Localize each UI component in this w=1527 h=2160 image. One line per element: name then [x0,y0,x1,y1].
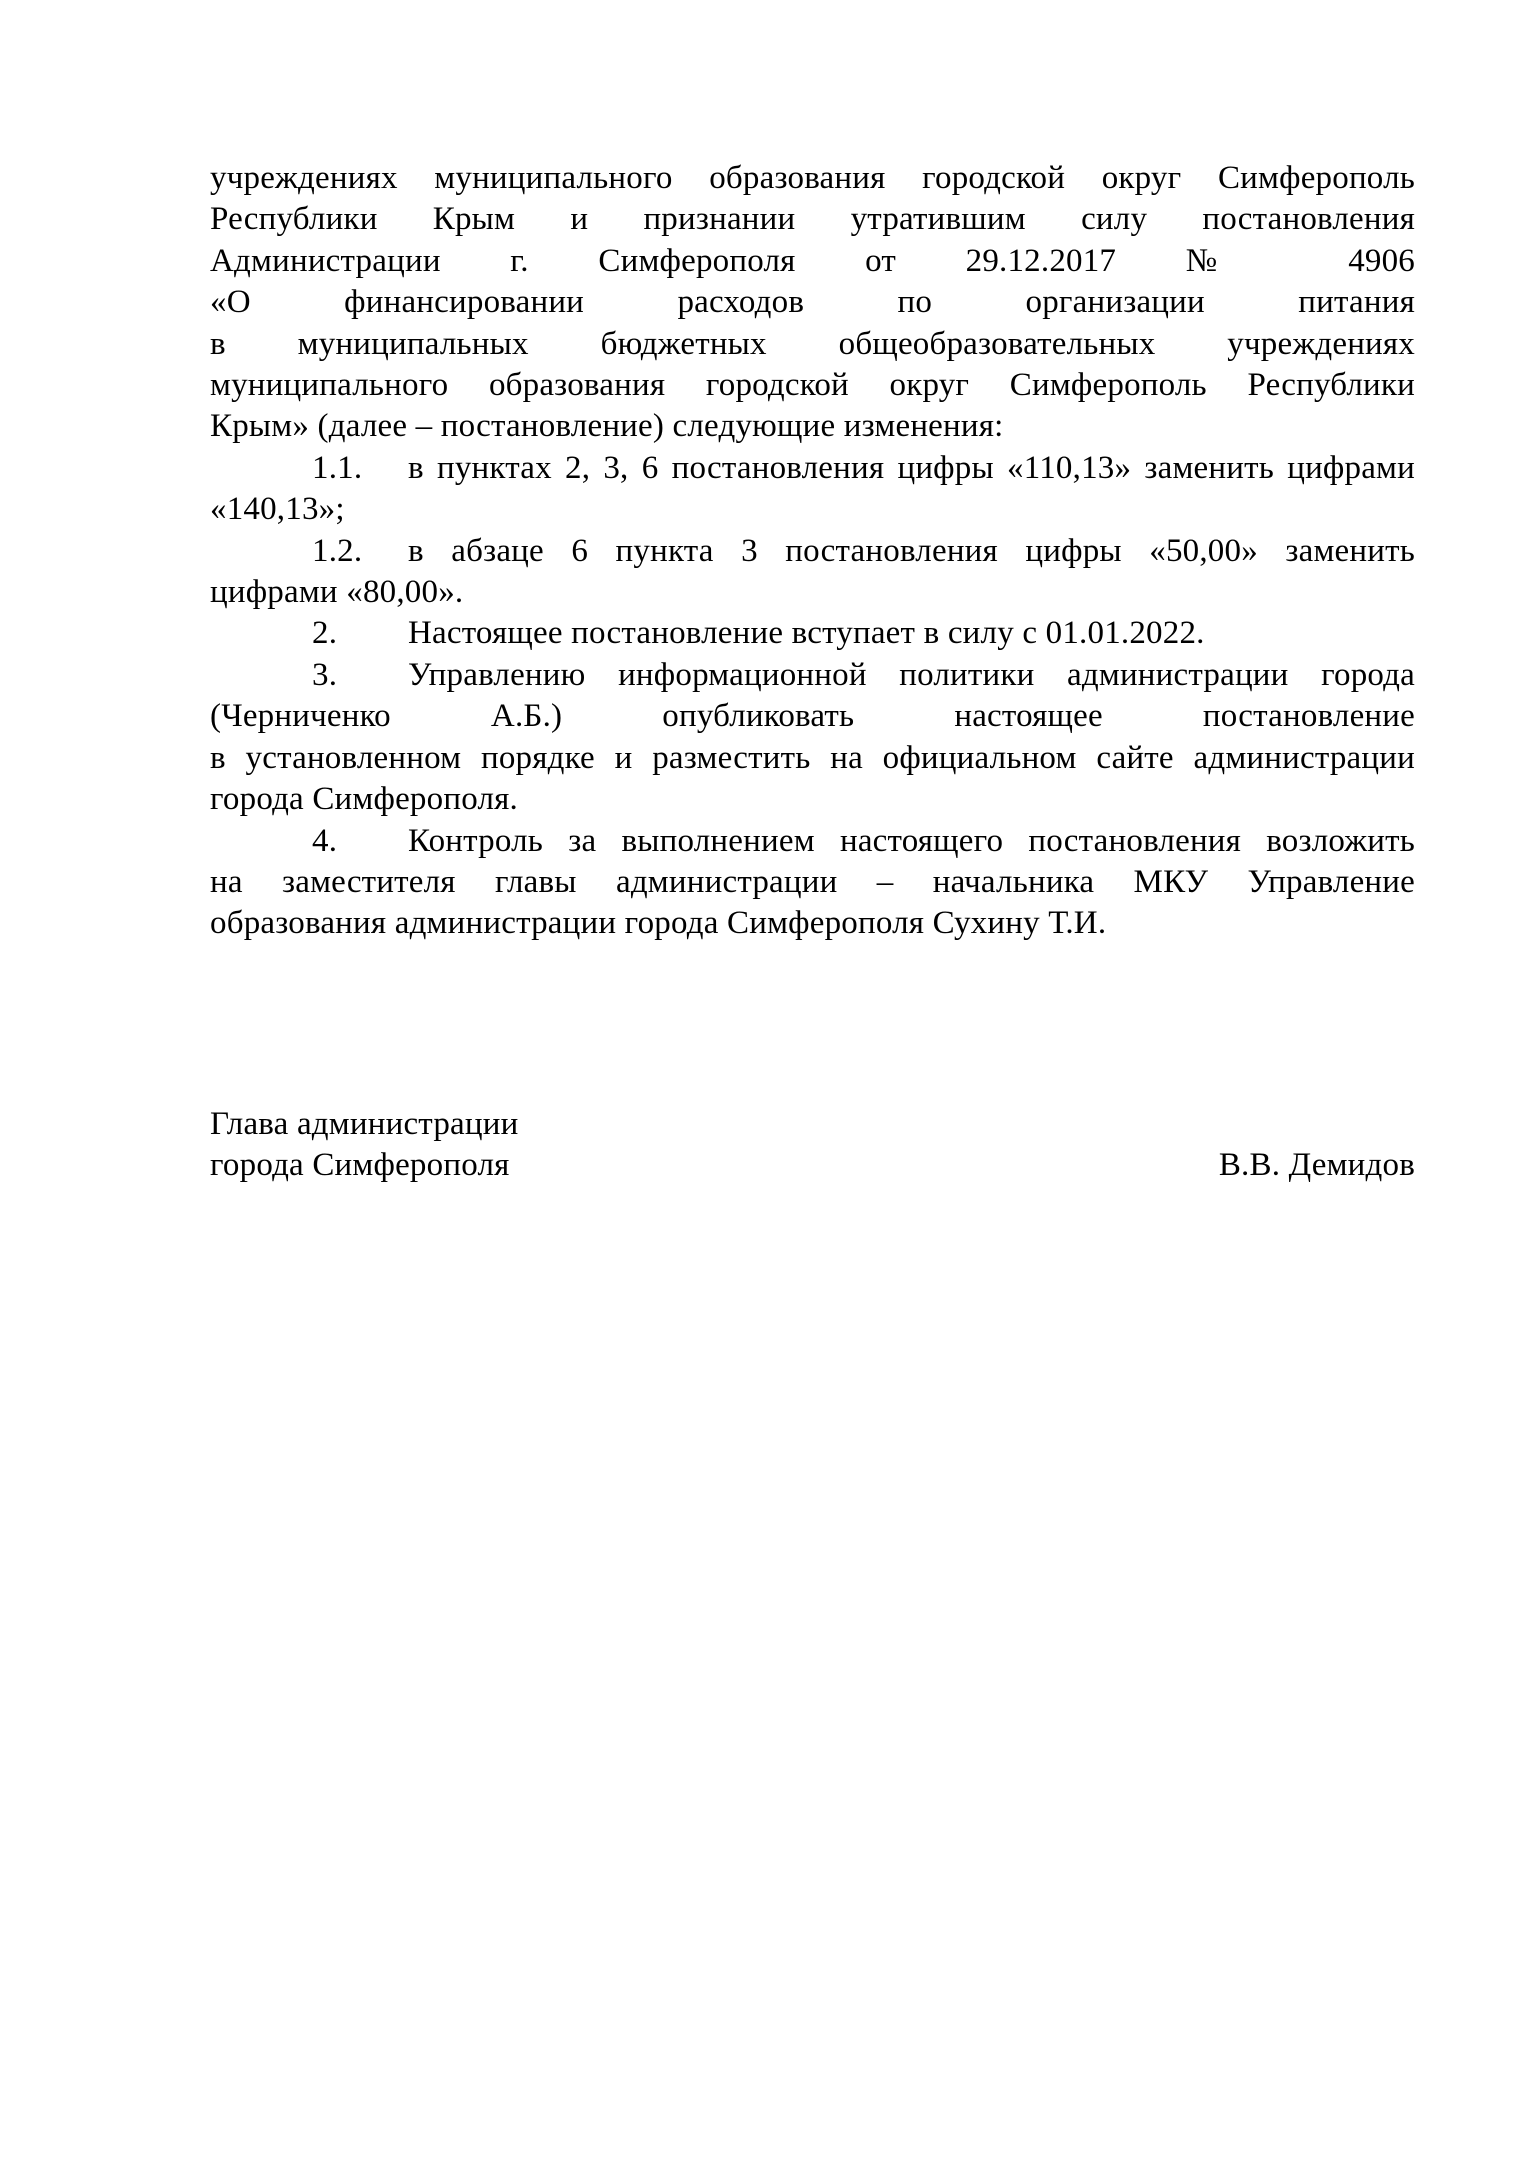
doc-line: «О финансировании расходов по организации питания [210,284,1415,321]
item-text: в пунктах 2, 3, 6 постановления цифры «110,13» заменить цифрами [408,449,1415,486]
doc-line: (Черниченко А.Б.) опубликовать настоящее постановление [210,698,1415,735]
doc-line: города Симферополя. [210,781,518,818]
item-number: 2. [312,615,338,652]
item-number: 1.1. [312,449,363,486]
item-number: 3. [312,656,338,693]
doc-line: учреждениях муниципального образования городской округ Симферополь [210,160,1415,196]
item-number: 1.2. [312,532,363,569]
signee-name: В.В. Демидов [1218,1147,1415,1184]
item-number: 4. [312,822,338,859]
signature-title-line-2: города Симферополя [210,1147,510,1184]
doc-line: Администрации г. Симферополя от 29.12.2017 № 4906 [210,242,1415,279]
doc-line: образования администрации города Симферополя Сухину Т.И. [210,905,1107,942]
doc-line: «140,13»; [210,491,345,528]
doc-line: цифрами «80,00». [210,574,464,611]
item-text: Настоящее постановление вступает в силу с 01.01.2022. [408,615,1205,652]
doc-line: Республики Крым и признании утратившим силу постановления [210,201,1415,238]
doc-line: в установленном порядке и разместить на официальном сайте администрации [210,739,1415,776]
item-text: Контроль за выполнением настоящего постановления возложить [408,822,1415,859]
doc-line [210,613,1415,654]
signature-block [210,1104,1415,1187]
doc-line: муниципального образования городской округ Симферополь Республики [210,367,1415,404]
doc-line [210,655,1415,696]
doc-line [210,821,1415,862]
doc-line: на заместителя главы администрации – начальника МКУ Управление [210,863,1415,900]
signature-row [210,1145,1415,1186]
doc-line [210,448,1415,489]
doc-line [210,531,1415,572]
item-text: в абзаце 6 пункта 3 постановления цифры «50,00» заменить [408,532,1415,569]
doc-line: Крым» (далее – постановление) следующие изменения: [210,408,1004,445]
item-text: Управлению информационной политики администрации города [408,656,1415,693]
document-body [210,158,1415,1187]
signature-title-line-1: Глава администрации [210,1105,519,1142]
doc-line: в муниципальных бюджетных общеобразовательных учреждениях [210,325,1415,362]
